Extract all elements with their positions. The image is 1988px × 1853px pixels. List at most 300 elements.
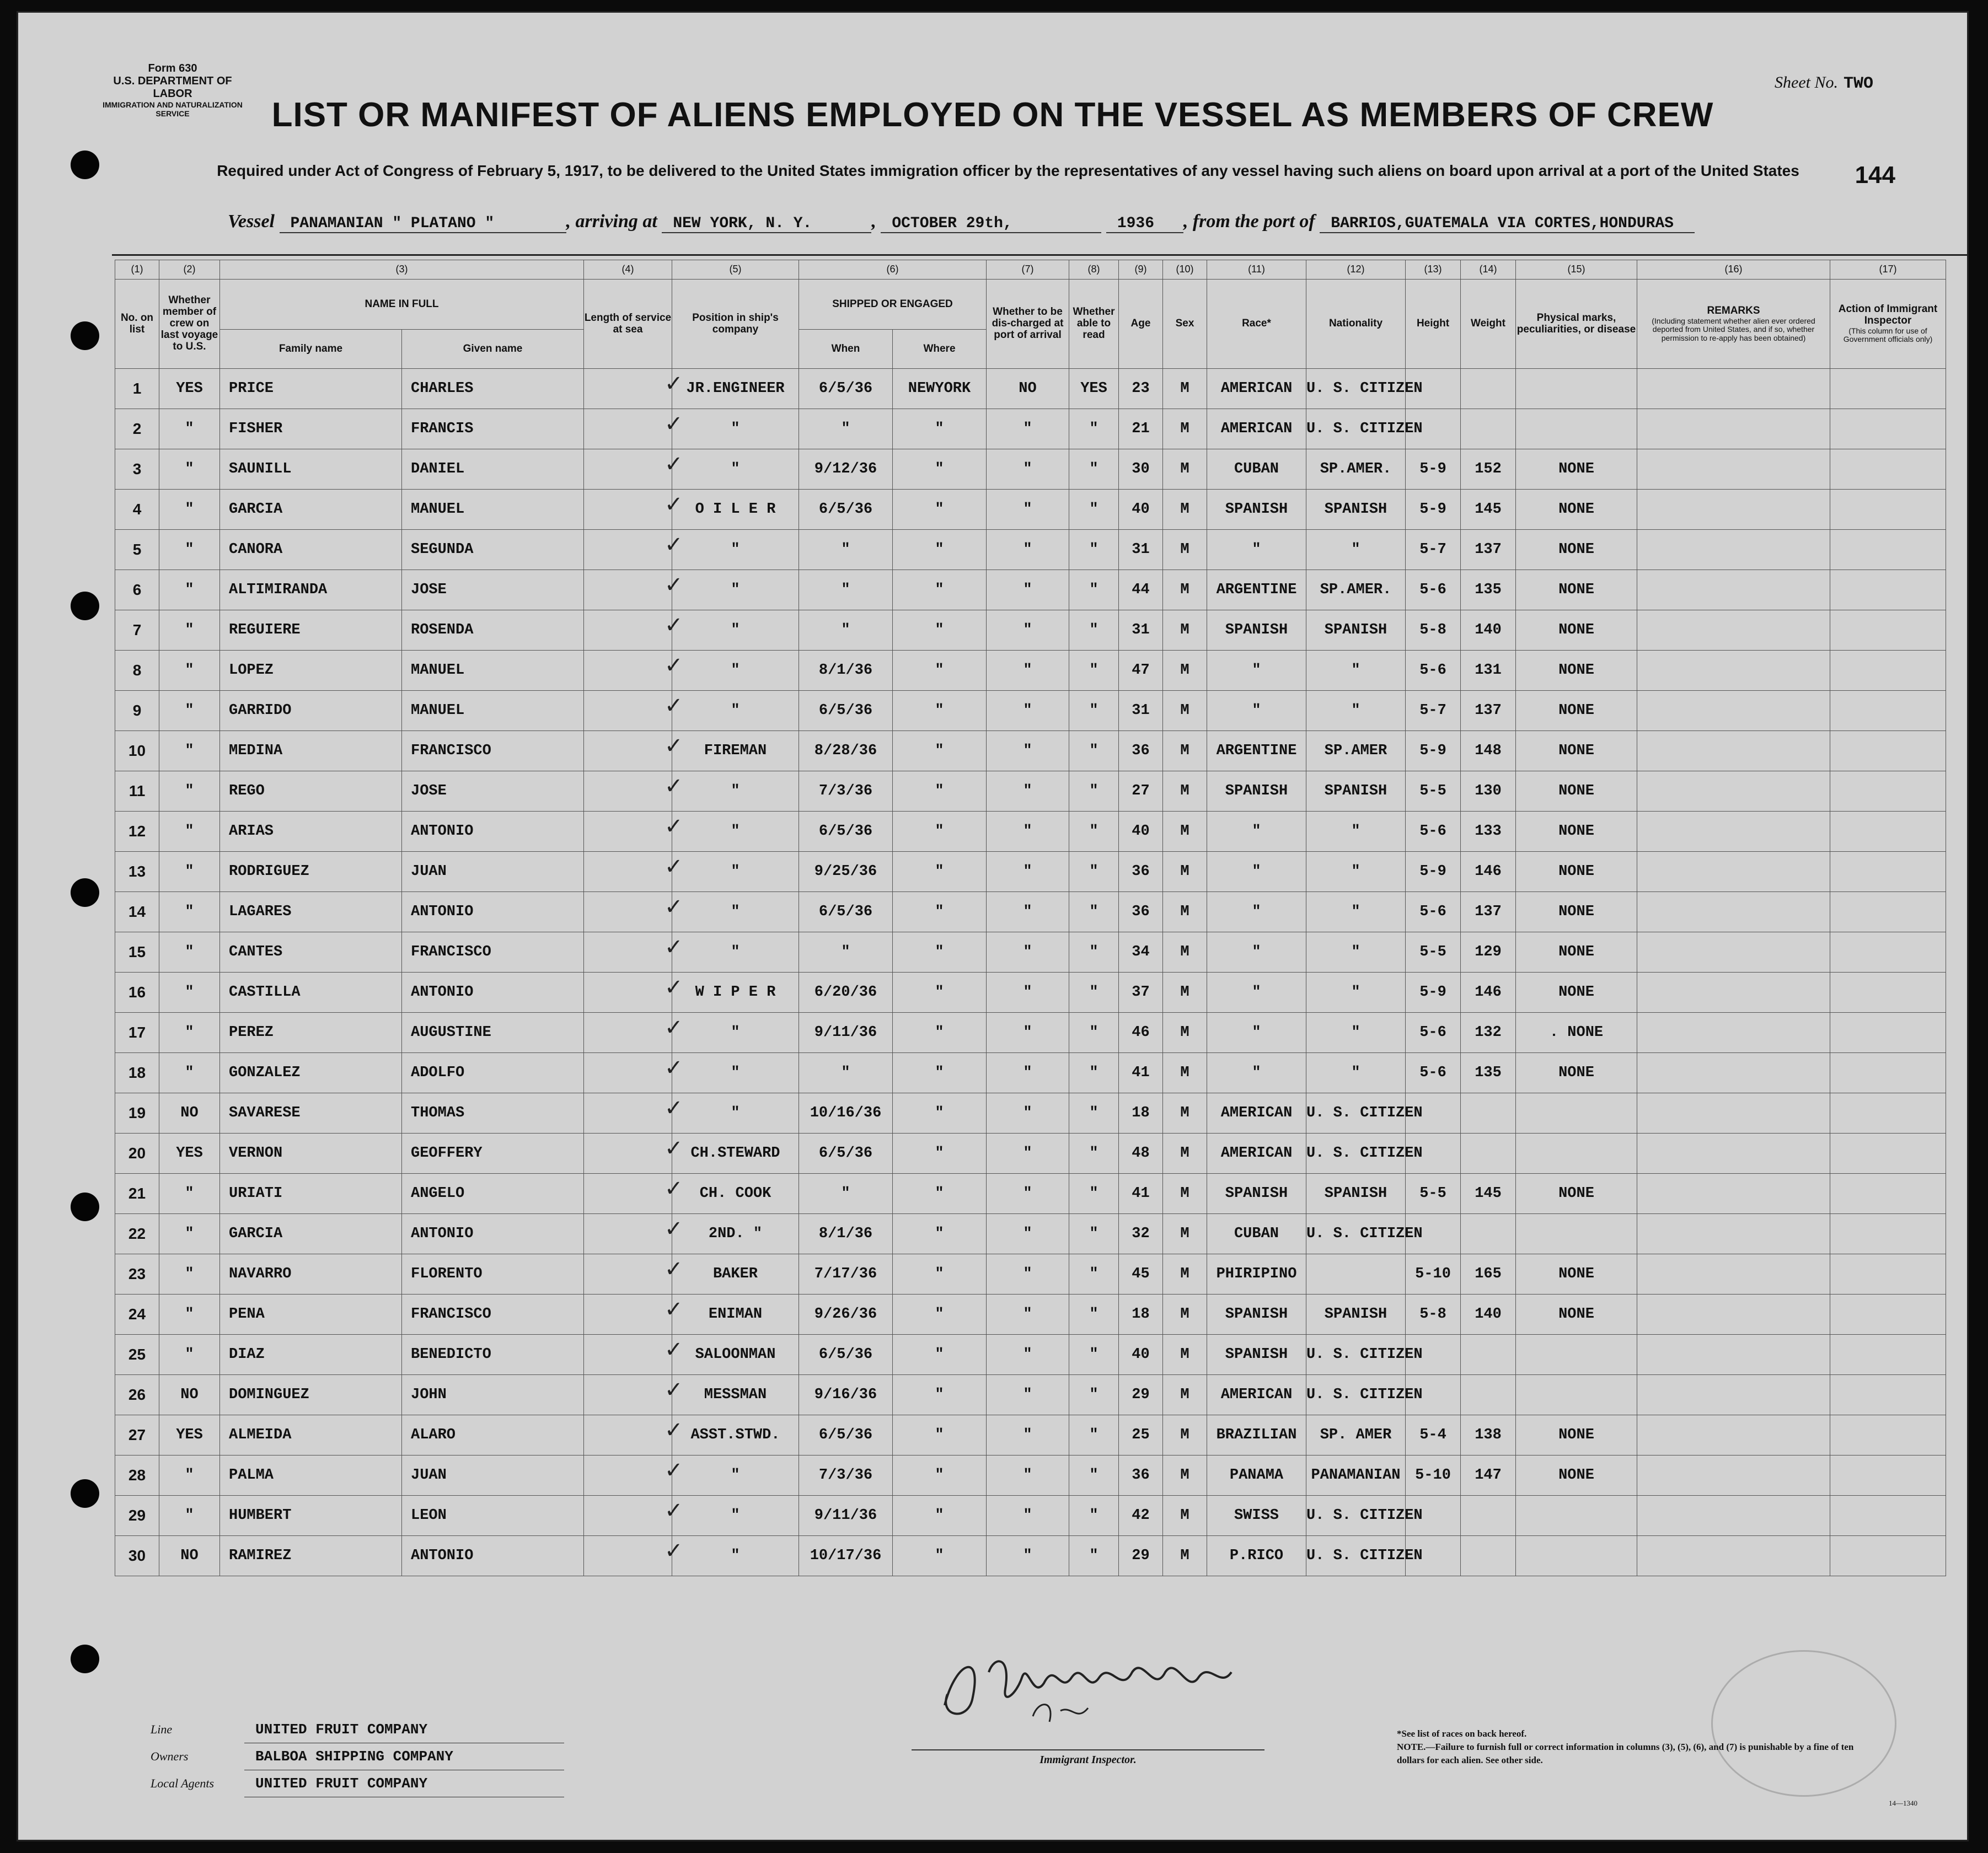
- cell-able-read: ": [1069, 1295, 1119, 1335]
- cell-action: [1830, 1053, 1946, 1093]
- cell-height: 5-6: [1406, 812, 1461, 852]
- cell-when: ": [799, 409, 893, 449]
- cell-position: [665, 1536, 799, 1576]
- cell-weight: 146: [1461, 852, 1516, 892]
- cell-physical-marks: NONE: [1516, 892, 1637, 932]
- cell-nationality: SPANISH: [1306, 1295, 1406, 1335]
- cell-weight: 132: [1461, 1013, 1516, 1053]
- cell-race: ": [1207, 892, 1306, 932]
- header-able-read: Whether able to read: [1069, 280, 1119, 369]
- cell-race: BRAZILIAN: [1207, 1415, 1306, 1455]
- cell-weight: [1461, 1375, 1516, 1415]
- cell-discharged: ": [987, 1254, 1069, 1295]
- cell-nationality: SPANISH: [1306, 610, 1406, 651]
- cell-race: CUBAN: [1207, 1214, 1306, 1254]
- checkmark-icon: ✓: [665, 693, 683, 718]
- table-row: [115, 1375, 1946, 1415]
- cell-able-read: ": [1069, 1254, 1119, 1295]
- cell-length-service: [584, 651, 672, 691]
- cell-age: 31: [1119, 691, 1163, 731]
- cell-family-name: GARCIA: [220, 1214, 402, 1254]
- cell-nationality: ": [1306, 651, 1406, 691]
- cell-position: [665, 1093, 799, 1134]
- cell-age: 27: [1119, 771, 1163, 812]
- cell-length-service: [584, 610, 672, 651]
- checkmark-icon: ✓: [665, 814, 683, 839]
- cell-length-service: [584, 1013, 672, 1053]
- header-action-title: Action of Immigrant Inspector: [1838, 303, 1938, 327]
- cell-race: AMERICAN: [1207, 1093, 1306, 1134]
- cell-family-name: PALMA: [220, 1455, 402, 1496]
- table-row: [115, 1174, 1946, 1214]
- cell-weight: [1461, 1134, 1516, 1174]
- cell-weight: 129: [1461, 932, 1516, 973]
- cell-last-voyage: ": [159, 892, 220, 932]
- cell-when: 7/3/36: [799, 771, 893, 812]
- cell-sex: M: [1163, 1536, 1207, 1576]
- cell-physical-marks: NONE: [1516, 973, 1637, 1013]
- cell-length-service: [584, 449, 672, 490]
- cell-discharged: ": [987, 1295, 1069, 1335]
- footer-agents-row: [151, 1770, 564, 1797]
- cell-action: [1830, 651, 1946, 691]
- cell-given-name: FRANCIS: [402, 409, 584, 449]
- cell-family-name: PENA: [220, 1295, 402, 1335]
- cell-height: 5-10: [1406, 1455, 1461, 1496]
- colnum: (10): [1163, 260, 1207, 280]
- footer-block: [151, 1716, 564, 1797]
- checkmark-icon: ✓: [665, 1176, 683, 1201]
- cell-discharged: ": [987, 691, 1069, 731]
- cell-position: [665, 1335, 799, 1375]
- cell-height: 5-7: [1406, 530, 1461, 570]
- cell-sex: M: [1163, 570, 1207, 610]
- cell-where: ": [893, 570, 987, 610]
- cell-given-name: JUAN: [402, 852, 584, 892]
- cell-able-read: ": [1069, 1134, 1119, 1174]
- cell-age: 31: [1119, 530, 1163, 570]
- cell-family-name: FISHER: [220, 409, 402, 449]
- cell-where: ": [893, 449, 987, 490]
- cell-nationality: ": [1306, 812, 1406, 852]
- table-row: [115, 409, 1946, 449]
- cell-number: 26: [115, 1375, 159, 1415]
- cell-action: [1830, 1174, 1946, 1214]
- cell-length-service: [584, 1455, 672, 1496]
- cell-sex: M: [1163, 691, 1207, 731]
- cell-age: 41: [1119, 1053, 1163, 1093]
- cell-last-voyage: ": [159, 1053, 220, 1093]
- cell-sex: M: [1163, 1013, 1207, 1053]
- cell-remarks: [1637, 852, 1830, 892]
- department-name: U.S. DEPARTMENT OF LABOR: [113, 75, 232, 100]
- cell-given-name: MANUEL: [402, 651, 584, 691]
- cell-action: [1830, 369, 1946, 409]
- cell-able-read: ": [1069, 1335, 1119, 1375]
- cell-sex: M: [1163, 1134, 1207, 1174]
- cell-position: [665, 1375, 799, 1415]
- cell-action: [1830, 490, 1946, 530]
- cell-family-name: DIAZ: [220, 1335, 402, 1375]
- cell-last-voyage: ": [159, 973, 220, 1013]
- checkmark-icon: ✓: [665, 1377, 683, 1403]
- cell-nationality: SPANISH: [1306, 771, 1406, 812]
- cell-age: 42: [1119, 1496, 1163, 1536]
- cell-when: 6/5/36: [799, 1415, 893, 1455]
- cell-last-voyage: ": [159, 1335, 220, 1375]
- cell-number: 25: [115, 1335, 159, 1375]
- cell-action: [1830, 691, 1946, 731]
- cell-position: [665, 409, 799, 449]
- cell-weight: 145: [1461, 1174, 1516, 1214]
- cell-family-name: VERNON: [220, 1134, 402, 1174]
- cell-discharged: ": [987, 530, 1069, 570]
- cell-when: 9/11/36: [799, 1013, 893, 1053]
- cell-remarks: [1637, 530, 1830, 570]
- table-row: [115, 651, 1946, 691]
- cell-remarks: [1637, 973, 1830, 1013]
- cell-length-service: [584, 771, 672, 812]
- cell-discharged: ": [987, 490, 1069, 530]
- cell-nationality: ": [1306, 1013, 1406, 1053]
- cell-height: 5-7: [1406, 691, 1461, 731]
- cell-remarks: [1637, 490, 1830, 530]
- header-sex: Sex: [1163, 280, 1207, 369]
- cell-height: 5-6: [1406, 651, 1461, 691]
- cell-action: [1830, 1134, 1946, 1174]
- cell-given-name: JOHN: [402, 1375, 584, 1415]
- cell-position: [665, 449, 799, 490]
- cell-where: ": [893, 892, 987, 932]
- cell-when: ": [799, 570, 893, 610]
- cell-able-read: ": [1069, 1174, 1119, 1214]
- cell-discharged: ": [987, 1335, 1069, 1375]
- cell-action: [1830, 570, 1946, 610]
- cell-position-text: ": [731, 863, 740, 880]
- footer-owners-row: [151, 1743, 564, 1770]
- cell-remarks: [1637, 449, 1830, 490]
- cell-when: 6/5/36: [799, 1335, 893, 1375]
- cell-action: [1830, 852, 1946, 892]
- cell-height: 5-4: [1406, 1415, 1461, 1455]
- cell-weight: 135: [1461, 570, 1516, 610]
- cell-able-read: ": [1069, 892, 1119, 932]
- cell-number: 22: [115, 1214, 159, 1254]
- cell-action: [1830, 449, 1946, 490]
- cell-discharged: ": [987, 1214, 1069, 1254]
- cell-number: 11: [115, 771, 159, 812]
- cell-family-name: GARCIA: [220, 490, 402, 530]
- cell-discharged: NO: [987, 369, 1069, 409]
- cell-action: [1830, 771, 1946, 812]
- cell-where: ": [893, 1536, 987, 1576]
- cell-length-service: [584, 1134, 672, 1174]
- cell-age: 21: [1119, 409, 1163, 449]
- cell-where: ": [893, 530, 987, 570]
- cell-age: 32: [1119, 1214, 1163, 1254]
- cell-sex: M: [1163, 812, 1207, 852]
- cell-discharged: ": [987, 1134, 1069, 1174]
- checkmark-icon: ✓: [665, 774, 683, 799]
- header-position: Position in ship's company: [672, 280, 799, 369]
- header-length-service: Length of service at sea: [584, 280, 672, 369]
- cell-remarks: [1637, 1134, 1830, 1174]
- cell-position-text: ": [731, 1105, 740, 1121]
- cell-number: 24: [115, 1295, 159, 1335]
- cell-nationality: ": [1306, 1053, 1406, 1093]
- cell-weight: 148: [1461, 731, 1516, 771]
- cell-position-text: ": [731, 541, 740, 558]
- cell-length-service: [584, 691, 672, 731]
- cell-nationality: ": [1306, 932, 1406, 973]
- cell-race: SPANISH: [1207, 1335, 1306, 1375]
- cell-sex: M: [1163, 651, 1207, 691]
- cell-when: 9/25/36: [799, 852, 893, 892]
- cell-physical-marks: [1516, 1335, 1637, 1375]
- binder-hole: [71, 1479, 99, 1508]
- cell-race: ": [1207, 651, 1306, 691]
- cell-action: [1830, 1214, 1946, 1254]
- cell-family-name: RODRIGUEZ: [220, 852, 402, 892]
- cell-able-read: ": [1069, 1415, 1119, 1455]
- cell-sex: M: [1163, 731, 1207, 771]
- cell-remarks: [1637, 892, 1830, 932]
- cell-discharged: ": [987, 771, 1069, 812]
- cell-when: 6/5/36: [799, 892, 893, 932]
- header-weight: Weight: [1461, 280, 1516, 369]
- cell-physical-marks: NONE: [1516, 932, 1637, 973]
- cell-where: ": [893, 1053, 987, 1093]
- cell-given-name: ANTONIO: [402, 973, 584, 1013]
- cell-family-name: PEREZ: [220, 1013, 402, 1053]
- cell-given-name: THOMAS: [402, 1093, 584, 1134]
- cell-when: 6/5/36: [799, 369, 893, 409]
- cell-action: [1830, 973, 1946, 1013]
- cell-position: [665, 852, 799, 892]
- colnum: (5): [672, 260, 799, 280]
- cell-sex: M: [1163, 1214, 1207, 1254]
- cell-family-name: RAMIREZ: [220, 1536, 402, 1576]
- cell-remarks: [1637, 1335, 1830, 1375]
- cell-race: AMERICAN: [1207, 1134, 1306, 1174]
- table-row: [115, 490, 1946, 530]
- cell-where: ": [893, 1455, 987, 1496]
- cell-number: 29: [115, 1496, 159, 1536]
- cell-sex: M: [1163, 1375, 1207, 1415]
- cell-given-name: BENEDICTO: [402, 1335, 584, 1375]
- cell-able-read: YES: [1069, 369, 1119, 409]
- cell-position-text: ": [731, 421, 740, 437]
- cell-where: ": [893, 409, 987, 449]
- header-row: [115, 280, 1946, 330]
- checkmark-icon: ✓: [665, 613, 683, 638]
- table-row: [115, 852, 1946, 892]
- cell-physical-marks: NONE: [1516, 771, 1637, 812]
- cell-family-name: PRICE: [220, 369, 402, 409]
- header-member-last-voyage: Whether member of crew on last voyage to U.S.: [159, 280, 220, 369]
- header-action: [1830, 280, 1946, 369]
- cell-physical-marks: NONE: [1516, 1295, 1637, 1335]
- cell-last-voyage: ": [159, 651, 220, 691]
- checkmark-icon: ✓: [665, 1337, 683, 1362]
- cell-weight: 165: [1461, 1254, 1516, 1295]
- cell-race: AMERICAN: [1207, 1375, 1306, 1415]
- cell-age: 36: [1119, 852, 1163, 892]
- cell-where: ": [893, 1254, 987, 1295]
- cell-number: 6: [115, 570, 159, 610]
- cell-physical-marks: NONE: [1516, 651, 1637, 691]
- table-row: [115, 973, 1946, 1013]
- cell-position-text: ": [731, 582, 740, 598]
- cell-physical-marks: NONE: [1516, 530, 1637, 570]
- cell-length-service: [584, 731, 672, 771]
- cell-family-name: CASTILLA: [220, 973, 402, 1013]
- cell-position-text: ": [731, 1507, 740, 1524]
- cell-able-read: ": [1069, 530, 1119, 570]
- document-title: LIST OR MANIFEST OF ALIENS EMPLOYED ON THE VESSEL AS MEMBERS OF CREW: [271, 96, 1714, 134]
- colnum: (9): [1119, 260, 1163, 280]
- cell-action: [1830, 892, 1946, 932]
- cell-physical-marks: . NONE: [1516, 1013, 1637, 1053]
- cell-physical-marks: NONE: [1516, 812, 1637, 852]
- cell-number: 14: [115, 892, 159, 932]
- cell-number: 20: [115, 1134, 159, 1174]
- line-value: UNITED FRUIT COMPANY: [244, 1716, 564, 1743]
- cell-able-read: ": [1069, 973, 1119, 1013]
- cell-family-name: DOMINGUEZ: [220, 1375, 402, 1415]
- column-number-row: [115, 260, 1946, 280]
- inspector-signature: [923, 1639, 1264, 1727]
- table-row: [115, 1415, 1946, 1455]
- cell-height: 5-6: [1406, 892, 1461, 932]
- cell-length-service: [584, 409, 672, 449]
- colnum: (13): [1406, 260, 1461, 280]
- cell-age: 47: [1119, 651, 1163, 691]
- cell-physical-marks: [1516, 1134, 1637, 1174]
- header-race: Race*: [1207, 280, 1306, 369]
- checkmark-icon: ✓: [665, 371, 683, 396]
- cell-position-text: ": [731, 1467, 740, 1484]
- cell-remarks: [1637, 1295, 1830, 1335]
- table-row: [115, 691, 1946, 731]
- vessel-label: Vessel: [228, 211, 275, 232]
- cell-discharged: ": [987, 1455, 1069, 1496]
- table-row: [115, 1455, 1946, 1496]
- cell-family-name: CANORA: [220, 530, 402, 570]
- inspector-label: Immigrant Inspector.: [1039, 1754, 1137, 1766]
- cell-given-name: ANTONIO: [402, 1214, 584, 1254]
- cell-last-voyage: ": [159, 409, 220, 449]
- cell-where: ": [893, 651, 987, 691]
- binder-hole: [71, 592, 99, 620]
- cell-physical-marks: [1516, 1536, 1637, 1576]
- cell-sex: M: [1163, 530, 1207, 570]
- cell-discharged: ": [987, 409, 1069, 449]
- cell-weight: 130: [1461, 771, 1516, 812]
- cell-number: 23: [115, 1254, 159, 1295]
- cell-remarks: [1637, 1496, 1830, 1536]
- checkmark-icon: ✓: [665, 572, 683, 598]
- note-races: *See list of races on back hereof.: [1397, 1728, 1527, 1739]
- cell-position-text: O I L E R: [695, 501, 776, 518]
- cell-physical-marks: NONE: [1516, 1053, 1637, 1093]
- cell-action: [1830, 1254, 1946, 1295]
- cell-where: ": [893, 1214, 987, 1254]
- cell-sex: M: [1163, 852, 1207, 892]
- cell-physical-marks: NONE: [1516, 1455, 1637, 1496]
- cell-action: [1830, 610, 1946, 651]
- cell-physical-marks: NONE: [1516, 1415, 1637, 1455]
- cell-when: 6/5/36: [799, 1134, 893, 1174]
- cell-weight: 146: [1461, 973, 1516, 1013]
- vessel-line: Vessel PANAMANIAN " PLATANO " , arriving at NEW YORK, N. Y. , OCTOBER 29th, 1936 , from the port of BARRIOS,GUATEMALA VIA CORTES,HONDURAS: [228, 211, 1827, 233]
- cell-able-read: ": [1069, 1455, 1119, 1496]
- cell-remarks: [1637, 932, 1830, 973]
- cell-position: [665, 1013, 799, 1053]
- cell-position: [665, 1214, 799, 1254]
- colnum: (11): [1207, 260, 1306, 280]
- cell-nationality: ": [1306, 892, 1406, 932]
- cell-able-read: ": [1069, 1214, 1119, 1254]
- cell-position-text: CH. COOK: [699, 1185, 771, 1202]
- cell-height: 5-10: [1406, 1254, 1461, 1295]
- cell-action: [1830, 731, 1946, 771]
- cell-remarks: [1637, 691, 1830, 731]
- cell-nationality: U. S. CITIZEN: [1306, 409, 1406, 449]
- line-label: Line: [151, 1722, 173, 1736]
- header-discharged: Whether to be dis-charged at port of arrival: [987, 280, 1069, 369]
- binder-hole: [71, 1645, 99, 1673]
- cell-given-name: CHARLES: [402, 369, 584, 409]
- cell-weight: 145: [1461, 490, 1516, 530]
- cell-given-name: JOSE: [402, 771, 584, 812]
- cell-position-text: ": [731, 904, 740, 920]
- cell-given-name: ANTONIO: [402, 892, 584, 932]
- cell-able-read: ": [1069, 731, 1119, 771]
- cell-age: 34: [1119, 932, 1163, 973]
- cell-where: NEWYORK: [893, 369, 987, 409]
- cell-where: ": [893, 932, 987, 973]
- cell-position-text: ": [731, 461, 740, 477]
- cell-position: [665, 1254, 799, 1295]
- cell-physical-marks: [1516, 1214, 1637, 1254]
- cell-given-name: ADOLFO: [402, 1053, 584, 1093]
- cell-when: 10/17/36: [799, 1536, 893, 1576]
- cell-last-voyage: ": [159, 1013, 220, 1053]
- cell-length-service: [584, 570, 672, 610]
- cell-family-name: SAUNILL: [220, 449, 402, 490]
- cell-height: 5-8: [1406, 610, 1461, 651]
- agents-value: UNITED FRUIT COMPANY: [244, 1770, 564, 1797]
- cell-remarks: [1637, 1174, 1830, 1214]
- cell-when: ": [799, 530, 893, 570]
- cell-position-text: ": [731, 783, 740, 799]
- cell-discharged: ": [987, 812, 1069, 852]
- inspector-signature-line: [912, 1749, 1264, 1750]
- cell-last-voyage: ": [159, 1496, 220, 1536]
- cell-remarks: [1637, 1455, 1830, 1496]
- cell-age: 40: [1119, 812, 1163, 852]
- cell-position: [665, 892, 799, 932]
- cell-height: 5-9: [1406, 490, 1461, 530]
- header-age: Age: [1119, 280, 1163, 369]
- cell-action: [1830, 409, 1946, 449]
- cell-position: [665, 973, 799, 1013]
- cell-action: [1830, 1375, 1946, 1415]
- cell-discharged: ": [987, 1093, 1069, 1134]
- cell-family-name: ALTIMIRANDA: [220, 570, 402, 610]
- cell-number: 4: [115, 490, 159, 530]
